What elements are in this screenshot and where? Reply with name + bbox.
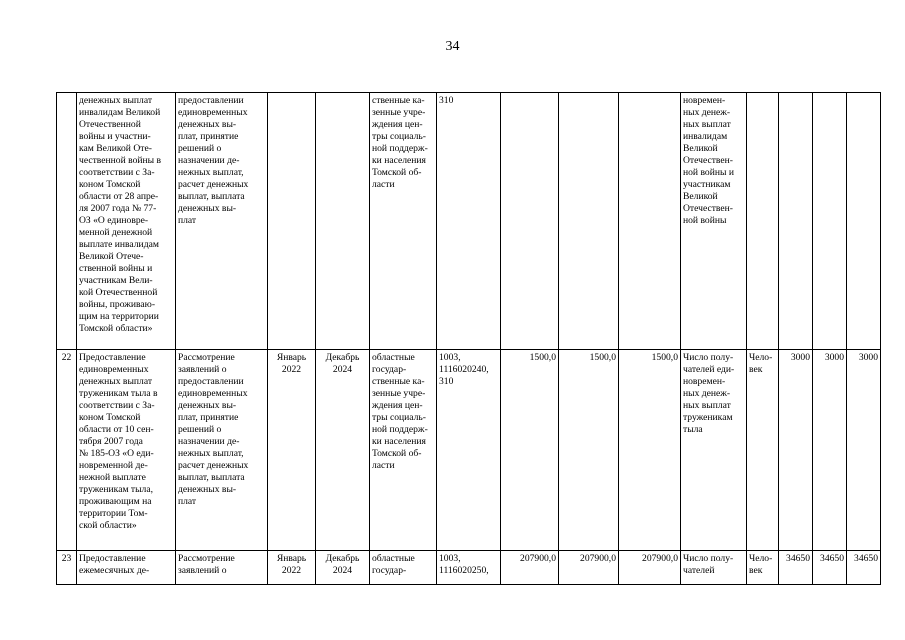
cell-budget-codes: 310 [437, 93, 501, 350]
cell-budget-codes: 1003, 1116020250, [437, 551, 501, 585]
cell-number: 23 [57, 551, 77, 585]
table-row [57, 350, 881, 551]
cell-target-2024: 34650 [847, 551, 881, 585]
cell-executor: областные государ- [370, 551, 437, 585]
cell-target-2022: 3000 [779, 350, 813, 551]
cell-event-content: Рассмотрение заявлений о [176, 551, 268, 585]
cell-target-2022 [779, 93, 813, 350]
cell-unit: Чело- век [747, 551, 779, 585]
cell-event-name: Предоставление ежемесячных де- [77, 551, 176, 585]
cell-target-2024: 3000 [847, 350, 881, 551]
cell-budget-codes: 1003, 1116020240, 310 [437, 350, 501, 551]
cell-indicator: новремен- ных денеж- ных выплат инвалидам Великой Отечествен- ной войны и участникам Великой Отечествен- ной войны [681, 93, 747, 350]
cell-unit [747, 93, 779, 350]
cell-event-content: предоставлении единовременных денежных вы- плат, принятие решений о назначении де- нежных выплат, расчет денежных выплат, выплата денежных вы- плат [176, 93, 268, 350]
page-number: 34 [445, 39, 460, 54]
cell-start-date: Январь 2022 [268, 350, 316, 551]
cell-executor: областные государ- ственные ка- зенные учре- ждения цен- тры социаль- ной поддерж- ки населения Томской об- ласти [370, 350, 437, 551]
cell-target-2023: 34650 [813, 551, 847, 585]
cell-end-date [316, 93, 370, 350]
cell-funding-2022 [501, 93, 559, 350]
cell-funding-2023 [559, 93, 619, 350]
table-row [57, 93, 881, 350]
cell-end-date: Декабрь 2024 [316, 551, 370, 585]
cell-executor: ственные ка- зенные учре- ждения цен- тры социаль- ной поддерж- ки населения Томской об- ласти [370, 93, 437, 350]
cell-number [57, 93, 77, 350]
cell-target-2024 [847, 93, 881, 350]
cell-target-2023 [813, 93, 847, 350]
cell-funding-2024 [619, 93, 681, 350]
cell-event-content: Рассмотрение заявлений о предоставлении единовременных денежных вы- плат, принятие решений о назначении де- нежных выплат, расчет денежных выплат, выплата денежных вы- плат [176, 350, 268, 551]
cell-funding-2023: 1500,0 [559, 350, 619, 551]
cell-target-2023: 3000 [813, 350, 847, 551]
cell-indicator: Число полу- чателей еди- новремен- ных денеж- ных выплат труженикам тыла [681, 350, 747, 551]
cell-number: 22 [57, 350, 77, 551]
cell-start-date: Январь 2022 [268, 551, 316, 585]
cell-start-date [268, 93, 316, 350]
cell-funding-2024: 1500,0 [619, 350, 681, 551]
cell-target-2022: 34650 [779, 551, 813, 585]
cell-end-date: Декабрь 2024 [316, 350, 370, 551]
cell-funding-2024: 207900,0 [619, 551, 681, 585]
cell-funding-2023: 207900,0 [559, 551, 619, 585]
cell-funding-2022: 1500,0 [501, 350, 559, 551]
cell-unit: Чело- век [747, 350, 779, 551]
cell-event-name: Предоставление единовременных денежных выплат труженикам тыла в соответствии с За- коном Томской области от 10 сен- тября 2007 года № 185-ОЗ «О еди- новременной де- нежной выплате труженикам тыла, проживающим на территории Том- ской области» [77, 350, 176, 551]
program-table [56, 92, 881, 585]
cell-indicator: Число полу- чателей [681, 551, 747, 585]
cell-event-name: денежных выплат инвалидам Великой Отечественной войны и участни- кам Великой Оте- чественной войны в соответствии с За- коном Томской области от 28 апре- ля 2007 года № 77- ОЗ «О единовре- менной денежной выплате инвалидам Великой Отече- ственной войны и участникам Вели- кой Отечественной войны, проживаю- щим на территории Томской области» [77, 93, 176, 350]
table-row [57, 551, 881, 585]
cell-funding-2022: 207900,0 [501, 551, 559, 585]
